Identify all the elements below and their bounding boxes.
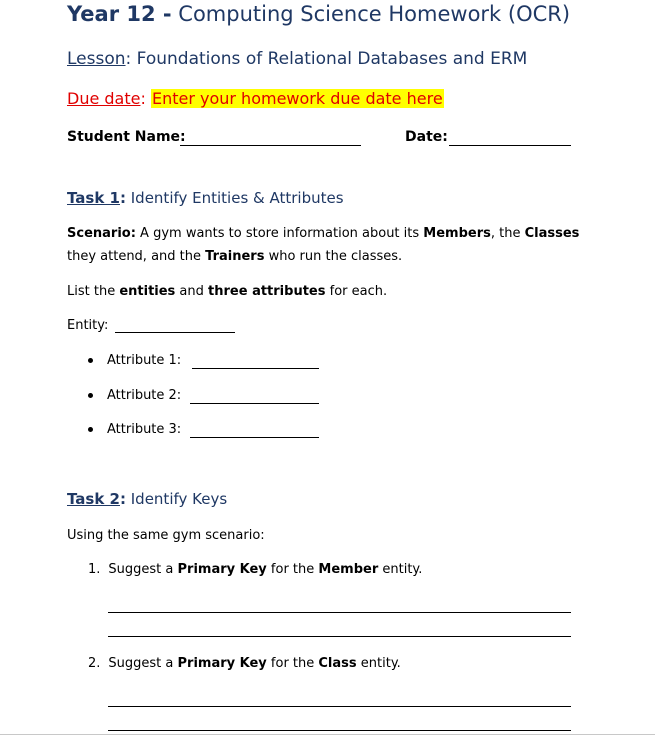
task1-scenario-line2 xyxy=(67,245,402,268)
task1-heading xyxy=(67,189,344,207)
question-2-text-a: Suggest a xyxy=(108,656,178,671)
due-date-line xyxy=(67,89,444,108)
question-2 xyxy=(88,656,401,671)
question-1 xyxy=(88,562,422,577)
question-2-text-c: entity. xyxy=(356,656,401,671)
question-1-number: 1. xyxy=(88,562,101,577)
scenario-text-1: A gym wants to store information about its xyxy=(135,226,424,241)
question-1-entity: Member xyxy=(318,562,379,577)
scenario-members: Members xyxy=(423,226,491,241)
scenario-trainers: Trainers xyxy=(205,249,265,264)
task1-scenario-line1 xyxy=(67,222,579,245)
question-1-answer-line-1[interactable] xyxy=(108,612,571,613)
question-2-primary-key: Primary Key xyxy=(177,656,267,671)
attribute-2-item xyxy=(88,388,181,403)
instruction-text-2: and xyxy=(175,284,209,299)
attribute-2-field[interactable] xyxy=(190,403,319,404)
attribute-3-field[interactable] xyxy=(190,437,319,438)
instruction-entities: entities xyxy=(119,284,176,299)
bullet-icon xyxy=(88,358,93,363)
attribute-3-item xyxy=(88,422,181,437)
question-1-text-b: for the xyxy=(266,562,319,577)
question-1-primary-key: Primary Key xyxy=(177,562,267,577)
title-subject: Computing Science Homework (OCR) xyxy=(171,2,571,26)
attribute-1-field[interactable] xyxy=(192,368,319,369)
attribute-1-label: Attribute 1: xyxy=(107,353,182,368)
question-1-answer-line-2[interactable] xyxy=(108,636,571,637)
question-2-entity: Class xyxy=(318,656,357,671)
entity-label: Entity: xyxy=(67,318,109,333)
task1-instruction xyxy=(67,280,387,303)
question-2-text-b: for the xyxy=(266,656,319,671)
scenario-label: Scenario: xyxy=(67,226,136,241)
page-title xyxy=(67,2,570,26)
task2-heading-prefix: Task 2 xyxy=(67,490,120,508)
instruction-text-3: for each. xyxy=(325,284,388,299)
question-2-answer-line-1[interactable] xyxy=(108,706,571,707)
scenario-text-3: they attend, and the xyxy=(67,249,206,264)
bullet-icon xyxy=(88,427,93,432)
instruction-text-1: List the xyxy=(67,284,120,299)
question-2-answer-line-2[interactable] xyxy=(108,730,571,731)
task1-heading-prefix: Task 1 xyxy=(67,189,120,207)
student-name-label: Student Name: xyxy=(67,129,186,145)
question-1-text-c: entity. xyxy=(378,562,423,577)
task2-intro: Using the same gym scenario: xyxy=(67,528,265,543)
question-2-number: 2. xyxy=(88,656,101,671)
lesson-line xyxy=(67,49,527,69)
attribute-3-label: Attribute 3: xyxy=(107,422,182,437)
task2-heading xyxy=(67,490,227,508)
attribute-1-item xyxy=(88,353,181,368)
due-date-label: Due date xyxy=(67,89,141,108)
student-name-field[interactable] xyxy=(180,145,361,146)
task2-heading-colon: : xyxy=(119,490,126,508)
due-date-field[interactable]: Enter your homework due date here xyxy=(151,89,443,108)
question-1-text-a: Suggest a xyxy=(108,562,178,577)
date-field[interactable] xyxy=(449,145,571,146)
page-edge-divider xyxy=(0,734,655,735)
lesson-text: : Foundations of Relational Databases and ERM xyxy=(125,49,528,69)
task1-heading-colon: : xyxy=(119,189,126,207)
date-label: Date: xyxy=(405,129,448,145)
title-year: Year 12 - xyxy=(67,2,172,26)
scenario-classes: Classes xyxy=(524,226,580,241)
lesson-label: Lesson xyxy=(67,49,126,69)
entity-field[interactable] xyxy=(115,332,235,333)
scenario-text-2: , the xyxy=(490,226,525,241)
attribute-2-label: Attribute 2: xyxy=(107,388,182,403)
due-date-sep: : xyxy=(140,89,151,108)
task2-heading-text: Identify Keys xyxy=(125,490,228,508)
scenario-text-4: who run the classes. xyxy=(264,249,403,264)
task1-heading-text: Identify Entities & Attributes xyxy=(125,189,344,207)
bullet-icon xyxy=(88,393,93,398)
instruction-attributes: three attributes xyxy=(208,284,326,299)
